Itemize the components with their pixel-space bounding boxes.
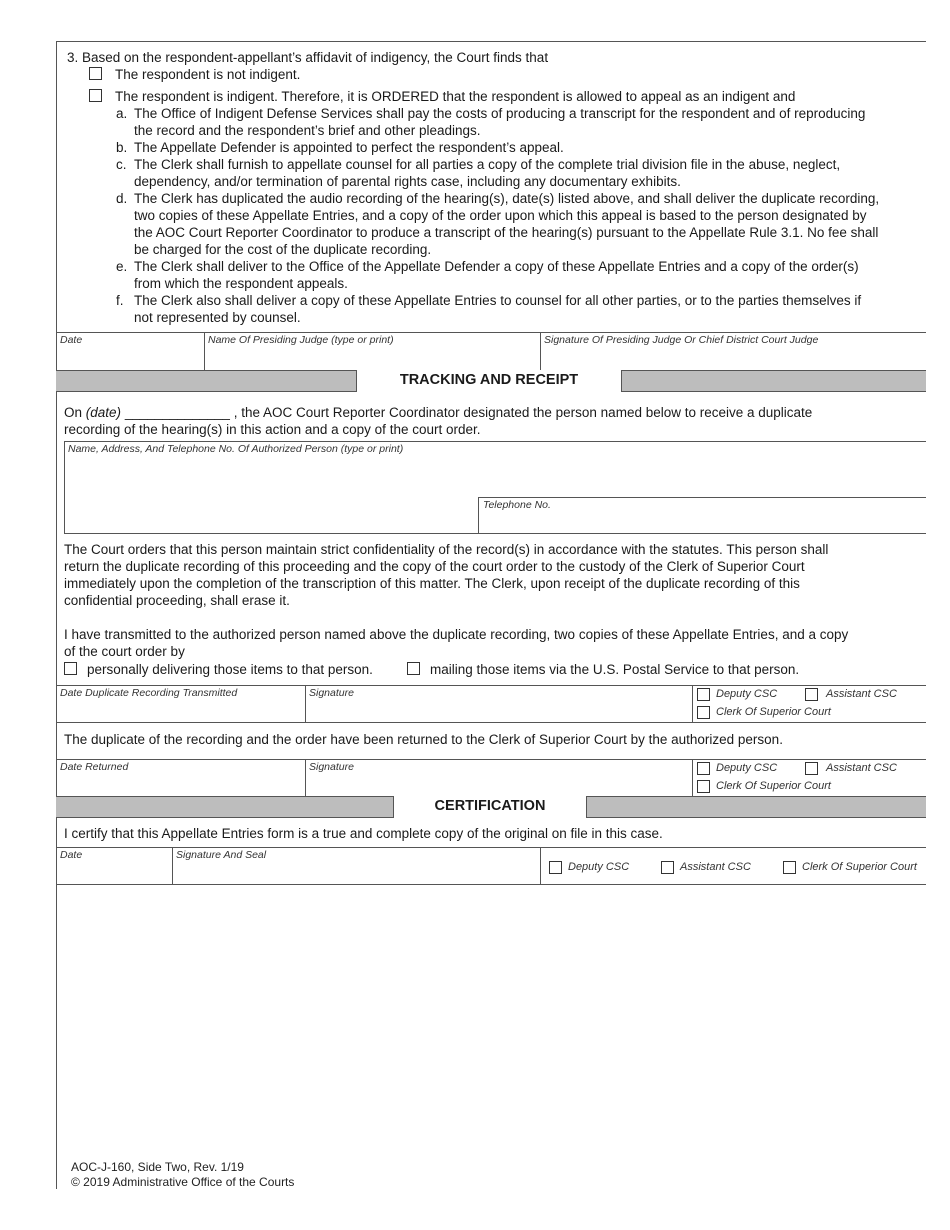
authorized-box-top bbox=[64, 441, 926, 442]
certification-date-label: Date bbox=[60, 849, 83, 861]
returned-deputy-csc-checkbox[interactable] bbox=[697, 762, 710, 775]
sub-item-letter: a. bbox=[116, 106, 128, 121]
confidentiality-line: immediately upon the completion of the transcription of this matter. The Clerk, upon receipt of the duplicate recording of this bbox=[64, 576, 800, 591]
transmitted-clerk-label: Clerk Of Superior Court bbox=[716, 706, 831, 718]
transmitted-row-top bbox=[56, 685, 926, 686]
copyright: © 2019 Administrative Office of the Courts bbox=[71, 1175, 295, 1189]
telephone-label: Telephone No. bbox=[483, 499, 551, 511]
certification-row-top bbox=[56, 847, 926, 848]
sub-item-text-line: the record and the respondent’s brief and other pleadings. bbox=[134, 123, 481, 138]
certification-row-divider-1 bbox=[172, 847, 173, 884]
tracking-line-1 bbox=[64, 404, 812, 421]
certification-deputy-csc-checkbox[interactable] bbox=[549, 861, 562, 874]
certification-row-divider-2 bbox=[540, 847, 541, 884]
sub-item-letter: b. bbox=[116, 140, 128, 155]
date-transmitted-label: Date Duplicate Recording Transmitted bbox=[60, 687, 238, 699]
date-returned-label: Date Returned bbox=[60, 761, 129, 773]
returned-assistant-csc-label: Assistant CSC bbox=[826, 762, 897, 774]
transmitted-row-bottom bbox=[56, 722, 926, 723]
tracking-on: On bbox=[64, 405, 83, 420]
sub-item-text-line: the AOC Court Reporter Coordinator to produce a transcript of the hearing(s) pursuant to the Appellate Rule 3.1. No fee shall bbox=[134, 225, 879, 240]
sub-item-text-line: The Clerk shall deliver to the Office of the Appellate Defender a copy of these Appellate Entries and a copy of the order(s) bbox=[134, 259, 859, 274]
telephone-left bbox=[478, 497, 479, 533]
transmitted-row-divider-1 bbox=[305, 685, 306, 722]
tracking-line-1-rest: , the AOC Court Reporter Coordinator designated the person named below to receive a duplicate bbox=[233, 405, 813, 420]
transmitted-deputy-csc-checkbox[interactable] bbox=[697, 688, 710, 701]
transmitted-line: of the court order by bbox=[64, 644, 185, 659]
sub-item-text-line: be charged for the cost of the duplicate recording. bbox=[134, 242, 432, 257]
sub-item-text-line: The Clerk shall furnish to appellate counsel for all parties a copy of the complete trial division file in the abuse, neglect, bbox=[134, 157, 841, 172]
not-indigent-label: The respondent is not indigent. bbox=[115, 67, 301, 82]
sub-item-text-line: dependency, and/or termination of parental rights case, including any documentary exhibits. bbox=[134, 174, 681, 189]
returned-row-top bbox=[56, 759, 926, 760]
returned-text: The duplicate of the recording and the order have been returned to the Clerk of Superior Court by the authorized person. bbox=[64, 732, 783, 747]
page-left-border bbox=[56, 41, 57, 1189]
tracking-date-blank[interactable]: ______________ bbox=[124, 405, 230, 420]
transmitted-clerk-checkbox[interactable] bbox=[697, 706, 710, 719]
sub-item-text-line: not represented by counsel. bbox=[134, 310, 301, 325]
judge-row-top bbox=[56, 332, 926, 333]
mailing-label: mailing those items via the U.S. Postal Service to that person. bbox=[430, 662, 800, 677]
telephone-top bbox=[478, 497, 926, 498]
sub-item-text-line: The Office of Indigent Defense Services shall pay the costs of producing a transcript for the respondent and of reproducing bbox=[134, 106, 866, 121]
authorized-box-left bbox=[64, 441, 65, 533]
confidentiality-line: The Court orders that this person maintain strict confidentiality of the record(s) in accordance with the statutes. This person shall bbox=[64, 542, 829, 557]
authorized-person-label: Name, Address, And Telephone No. Of Authorized Person (type or print) bbox=[68, 443, 404, 455]
tracking-title: TRACKING AND RECEIPT bbox=[356, 370, 622, 392]
sub-item-letter: d. bbox=[116, 191, 128, 206]
personally-delivering-label: personally delivering those items to that person. bbox=[87, 662, 373, 677]
certification-assistant-csc-label: Assistant CSC bbox=[680, 861, 751, 873]
returned-row-divider-2 bbox=[692, 759, 693, 796]
judge-date-label: Date bbox=[60, 334, 83, 346]
mailing-checkbox[interactable] bbox=[407, 662, 420, 675]
tracking-line-2: recording of the hearing(s) in this action and a copy of the court order. bbox=[64, 422, 481, 437]
transmitted-row-divider-2 bbox=[692, 685, 693, 722]
presiding-judge-signature-label: Signature Of Presiding Judge Or Chief District Court Judge bbox=[544, 334, 819, 346]
returned-deputy-csc-label: Deputy CSC bbox=[716, 762, 778, 774]
judge-row-divider-1 bbox=[204, 332, 205, 370]
form-number: AOC-J-160, Side Two, Rev. 1/19 bbox=[71, 1160, 244, 1174]
sub-item-letter: f. bbox=[116, 293, 124, 308]
certification-clerk-label: Clerk Of Superior Court bbox=[802, 861, 917, 873]
item3-intro: 3. Based on the respondent-appellant’s affidavit of indigency, the Court finds that bbox=[67, 50, 549, 65]
returned-clerk-checkbox[interactable] bbox=[697, 780, 710, 793]
sub-item-text-line: The Clerk also shall deliver a copy of these Appellate Entries to counsel for all other parties, or to the parties themselves if bbox=[134, 293, 862, 308]
authorized-box-bottom bbox=[64, 533, 926, 534]
returned-assistant-csc-checkbox[interactable] bbox=[805, 762, 818, 775]
transmitted-signature-label: Signature bbox=[309, 687, 354, 699]
page-top-border bbox=[56, 41, 926, 42]
sub-item-letter: c. bbox=[116, 157, 127, 172]
confidentiality-line: confidential proceeding, shall erase it. bbox=[64, 593, 290, 608]
sub-item-text-line: from which the respondent appeals. bbox=[134, 276, 348, 291]
tracking-date-hint: (date) bbox=[85, 405, 122, 420]
transmitted-deputy-csc-label: Deputy CSC bbox=[716, 688, 778, 700]
certification-deputy-csc-label: Deputy CSC bbox=[568, 861, 630, 873]
presiding-judge-name-label: Name Of Presiding Judge (type or print) bbox=[208, 334, 394, 346]
transmitted-line: I have transmitted to the authorized person named above the duplicate recording, two copies of these Appellate Entries, and a copy bbox=[64, 627, 849, 642]
returned-signature-label: Signature bbox=[309, 761, 354, 773]
certification-title: CERTIFICATION bbox=[393, 796, 587, 818]
returned-row-divider-1 bbox=[305, 759, 306, 796]
indigent-checkbox[interactable] bbox=[89, 89, 102, 102]
sub-item-text-line: The Clerk has duplicated the audio recording of the hearing(s), date(s) listed above, and shall deliver the duplicate recording, bbox=[134, 191, 880, 206]
certification-signature-label: Signature And Seal bbox=[176, 849, 267, 861]
indigent-label: The respondent is indigent. Therefore, it is ORDERED that the respondent is allowed to appeal as an indigent and bbox=[115, 89, 796, 104]
confidentiality-line: return the duplicate recording of this proceeding and the copy of the court order to the custody of the Clerk of Superior Court bbox=[64, 559, 805, 574]
certification-assistant-csc-checkbox[interactable] bbox=[661, 861, 674, 874]
certification-text: I certify that this Appellate Entries form is a true and complete copy of the original on file in this case. bbox=[64, 826, 663, 841]
returned-clerk-label: Clerk Of Superior Court bbox=[716, 780, 831, 792]
sub-item-letter: e. bbox=[116, 259, 128, 274]
sub-item-text-line: two copies of these Appellate Entries, and a copy of the order upon which this appeal is based to the person designated by bbox=[134, 208, 867, 223]
certification-clerk-checkbox[interactable] bbox=[783, 861, 796, 874]
personally-delivering-checkbox[interactable] bbox=[64, 662, 77, 675]
judge-row-divider-2 bbox=[540, 332, 541, 370]
certification-row-bottom bbox=[56, 884, 926, 885]
sub-item-text-line: The Appellate Defender is appointed to perfect the respondent’s appeal. bbox=[134, 140, 564, 155]
not-indigent-checkbox[interactable] bbox=[89, 67, 102, 80]
transmitted-assistant-csc-label: Assistant CSC bbox=[826, 688, 897, 700]
transmitted-assistant-csc-checkbox[interactable] bbox=[805, 688, 818, 701]
